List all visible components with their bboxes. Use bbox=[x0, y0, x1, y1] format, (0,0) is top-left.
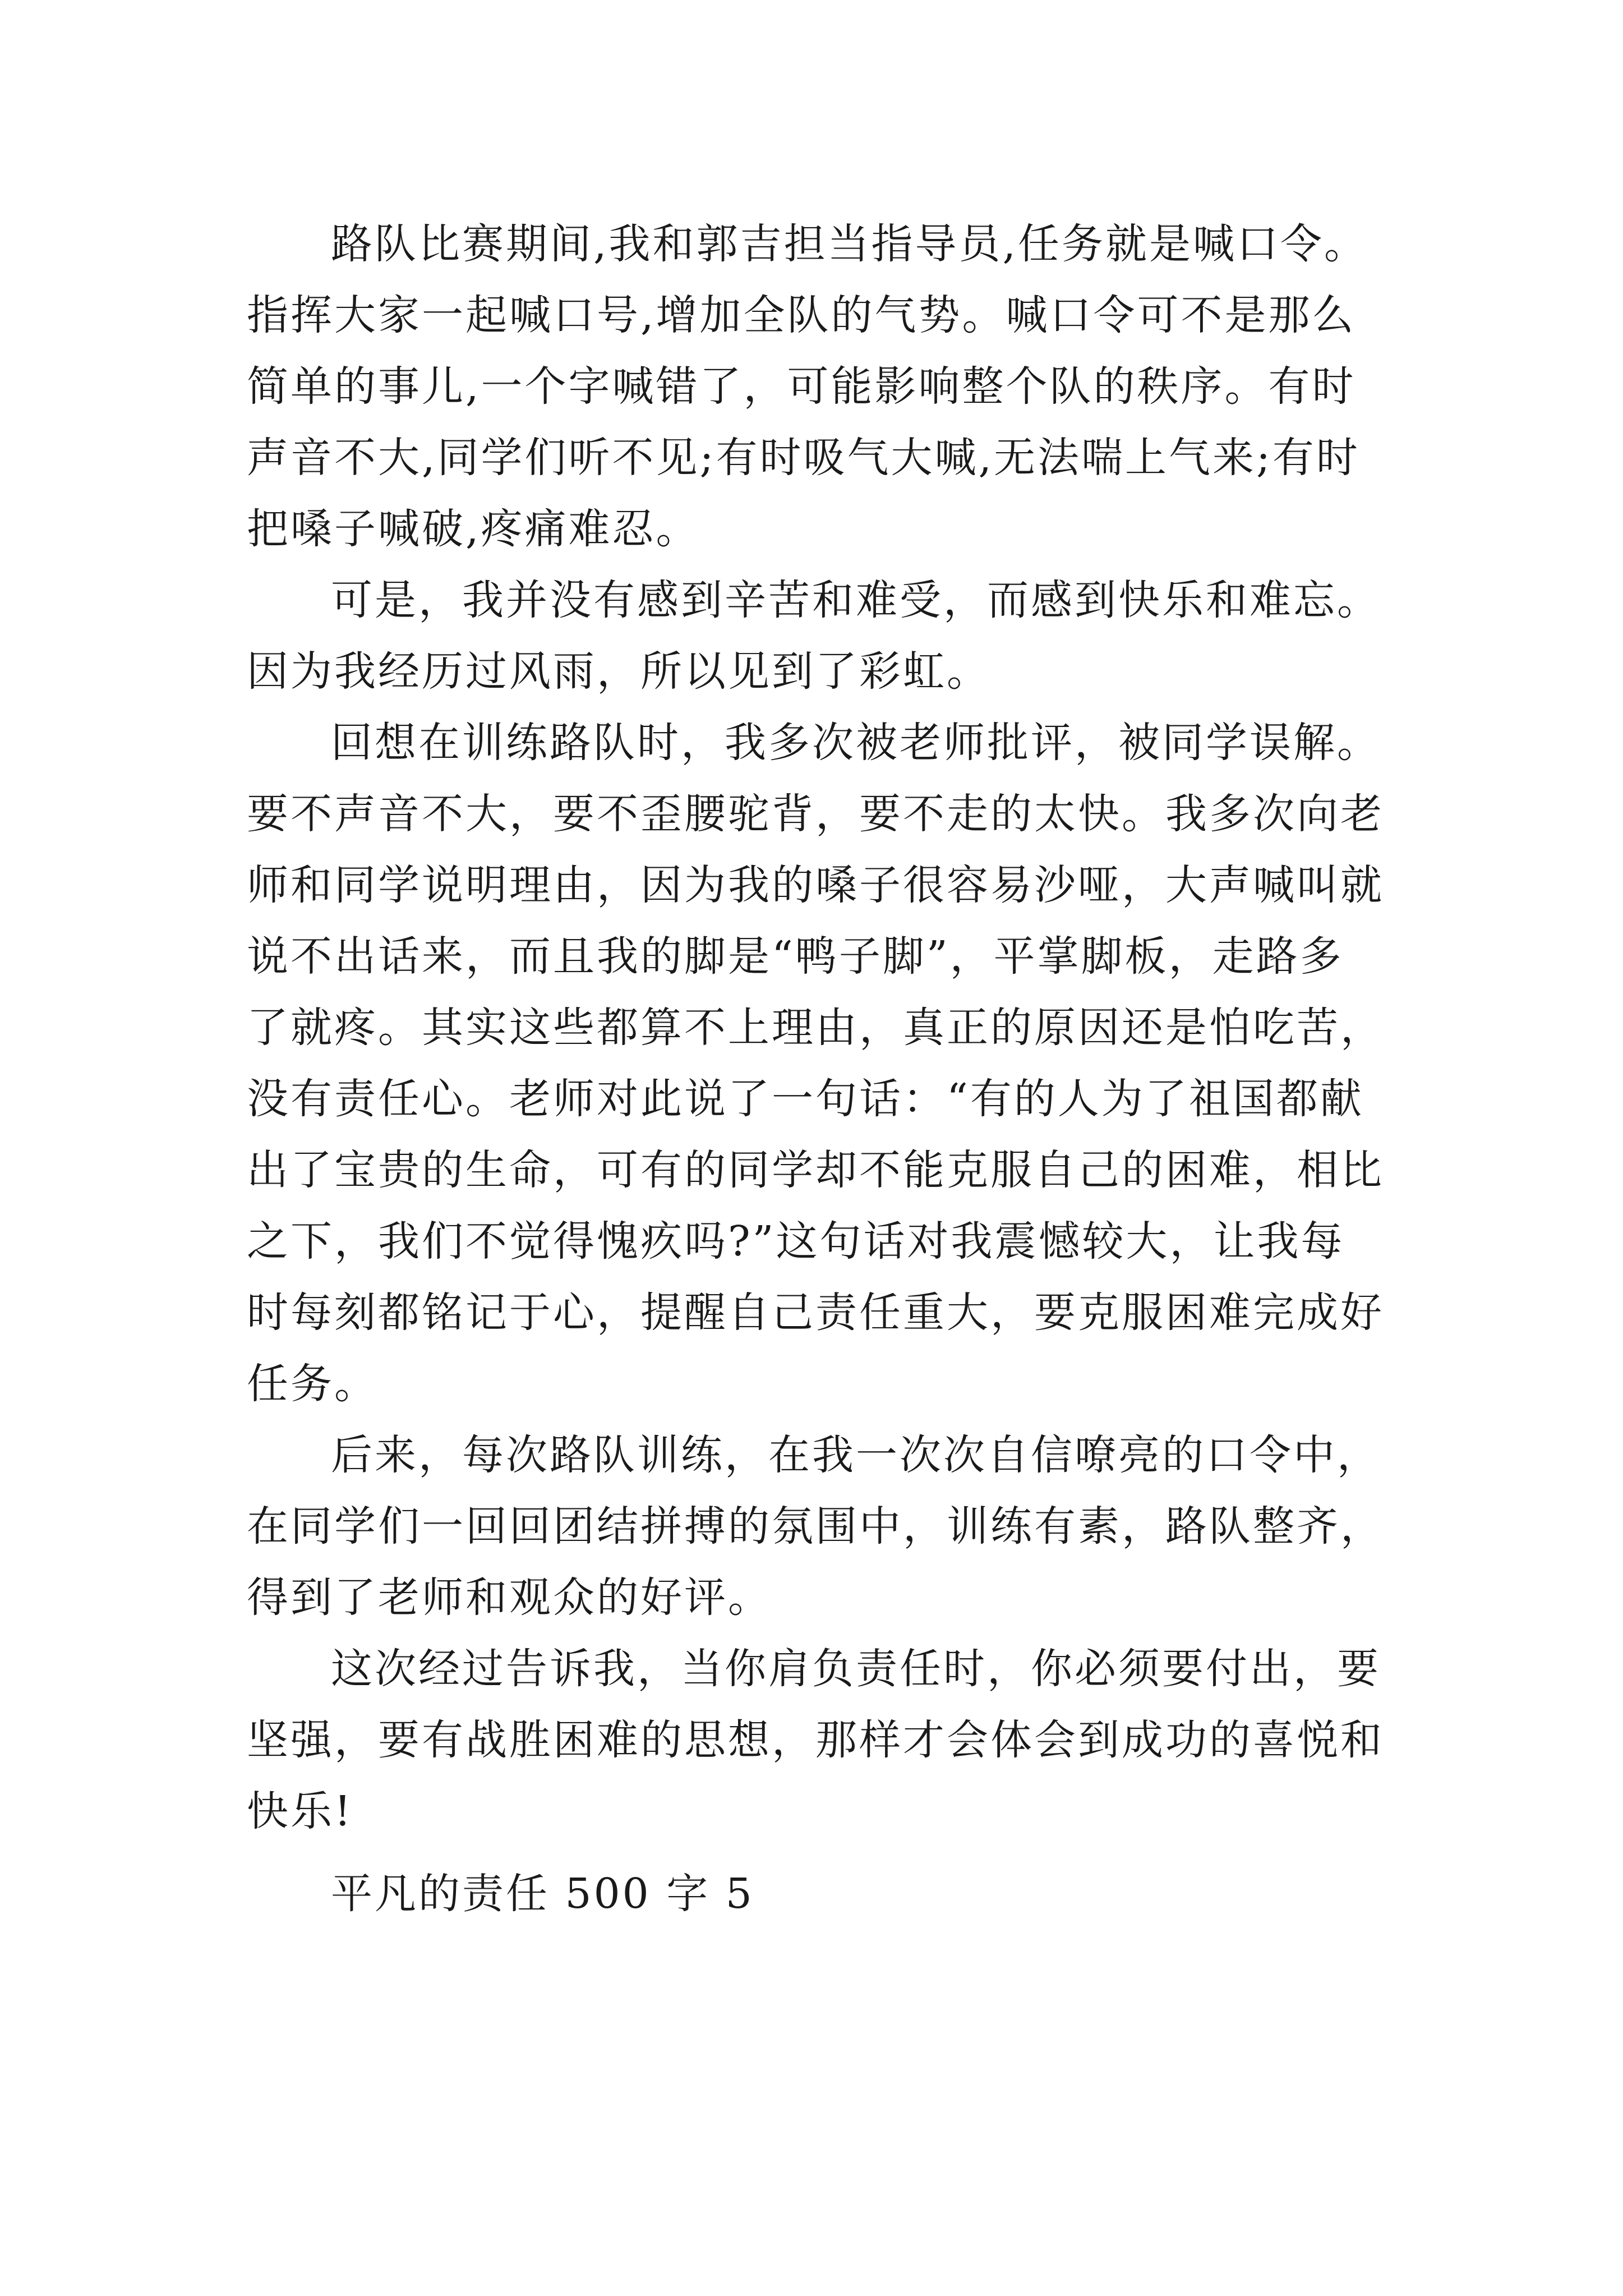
section-heading: 平凡的责任 500 字 5 bbox=[331, 1870, 754, 1918]
text-line: 师和同学说明理由，因为我的嗓子很容易沙哑，大声喊叫就 bbox=[247, 861, 1384, 909]
text-line: 声音不大,同学们听不见;有时吸气大喊,无法喘上气来;有时 bbox=[247, 434, 1360, 482]
text-line: 得到了老师和观众的好评。 bbox=[247, 1573, 772, 1622]
text-line: 因为我经历过风雨，所以见到了彩虹。 bbox=[247, 647, 990, 696]
paragraph bbox=[247, 1420, 1413, 1634]
text-line: 任务。 bbox=[247, 1360, 378, 1408]
text-line: 简单的事儿,一个字喊错了，可能影响整个队的秩序。有时 bbox=[247, 362, 1356, 411]
text-line: 要不声音不大，要不歪腰驼背，要不走的太快。我多次向老 bbox=[247, 790, 1384, 838]
text-line: 后来，每次路队训练，在我一次次自信嘹亮的口令中， bbox=[331, 1431, 1381, 1479]
text-line: 在同学们一回回团结拼搏的氛围中，训练有素，路队整齐， bbox=[247, 1502, 1384, 1550]
paragraph bbox=[247, 1634, 1413, 1847]
text-line: 可是，我并没有感到辛苦和难受，而感到快乐和难忘。 bbox=[331, 576, 1381, 624]
text-line: 坚强，要有战胜困难的思想，那样才会体会到成功的喜悦和 bbox=[247, 1716, 1384, 1764]
document-body bbox=[247, 209, 1413, 1930]
text-line: 快乐! bbox=[247, 1787, 353, 1835]
paragraph bbox=[247, 565, 1413, 707]
text-line: 把嗓子喊破,疼痛难忍。 bbox=[247, 505, 700, 553]
text-line: 没有责任心。老师对此说了一句话：“有的人为了祖国都献 bbox=[247, 1075, 1364, 1123]
text-line: 之下，我们不觉得愧疚吗?”这句话对我震憾较大，让我每 bbox=[247, 1217, 1345, 1266]
text-line: 时每刻都铭记于心，提醒自己责任重大，要克服困难完成好 bbox=[247, 1289, 1384, 1337]
text-line: 回想在训练路队时，我多次被老师批评，被同学误解。 bbox=[331, 719, 1381, 767]
text-line: 这次经过告诉我，当你肩负责任时，你必须要付出，要 bbox=[331, 1645, 1381, 1693]
text-line: 指挥大家一起喊口号,增加全队的气势。喊口令可不是那么 bbox=[247, 291, 1356, 339]
paragraph bbox=[247, 209, 1413, 565]
text-line: 了就疼。其实这些都算不上理由，真正的原因还是怕吃苦， bbox=[247, 1004, 1384, 1052]
text-line: 路队比赛期间,我和郭吉担当指导员,任务就是喊口令。 bbox=[331, 220, 1368, 268]
text-line: 出了宝贵的生命，可有的同学却不能克服自己的困难，相比 bbox=[247, 1146, 1384, 1194]
text-line: 说不出话来，而且我的脚是“鸭子脚”，平掌脚板，走路多 bbox=[247, 932, 1344, 981]
paragraph bbox=[247, 707, 1413, 1420]
